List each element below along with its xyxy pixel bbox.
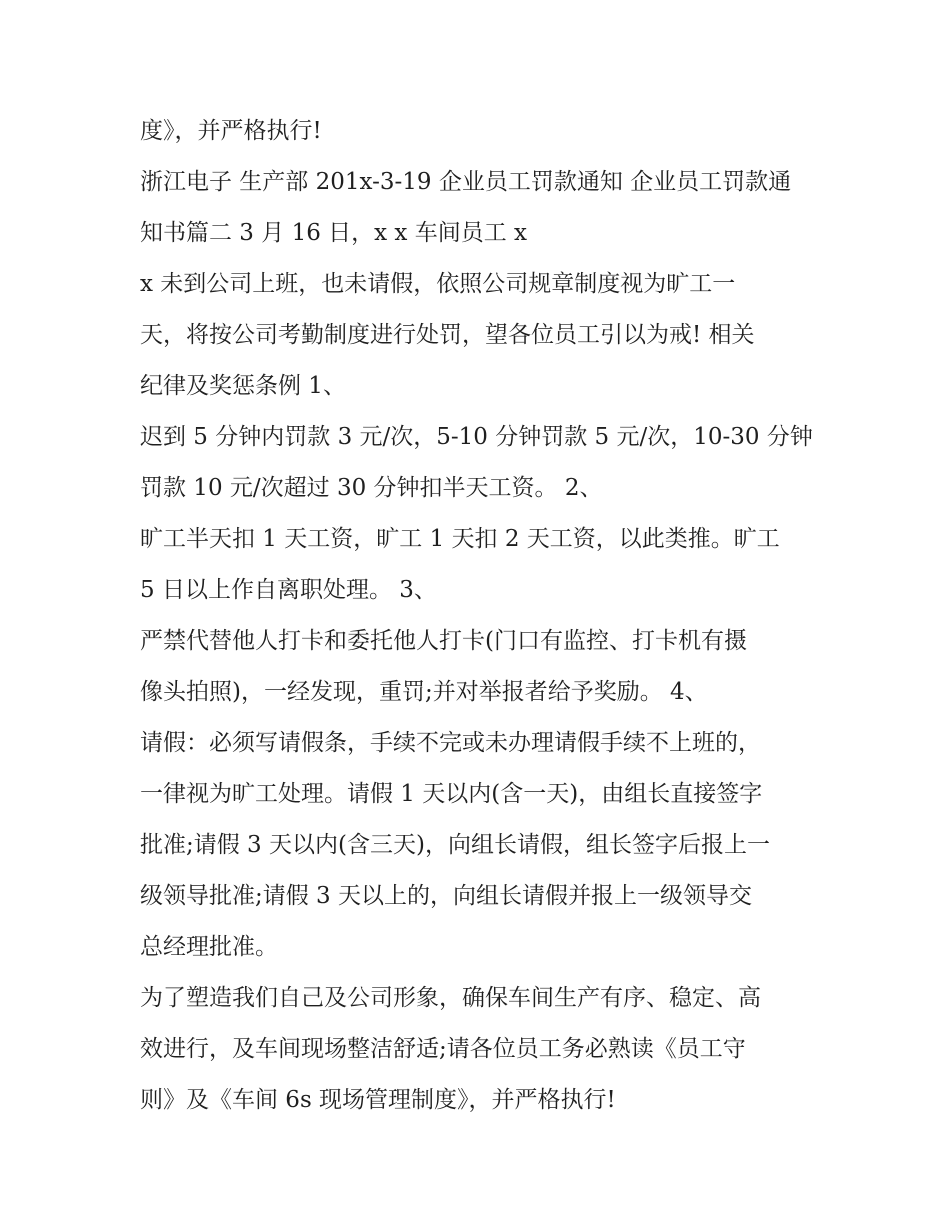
- text-line: 知书篇二 3 月 16 日，x x 车间员工 x: [140, 220, 527, 246]
- text-line: x 未到公司上班，也未请假，依照公司规章制度视为旷工一: [140, 271, 736, 297]
- text-line: 天，将按公司考勤制度进行处罚，望各位员工引以为戒! 相关: [140, 322, 755, 348]
- text-line: 迟到 5 分钟内罚款 3 元/次，5-10 分钟罚款 5 元/次，10-30 分钟: [140, 424, 813, 450]
- text-line: 严禁代替他人打卡和委托他人打卡(门口有监控、打卡机有摄: [140, 628, 747, 654]
- text-line: 旷工半天扣 1 天工资，旷工 1 天扣 2 天工资，以此类推。旷工: [140, 526, 780, 552]
- text-line: 像头拍照)，一经发现，重罚;并对举报者给予奖励。 4、: [140, 679, 708, 705]
- text-line: 罚款 10 元/次超过 30 分钟扣半天工资。 2、: [140, 475, 603, 501]
- text-line: 为了塑造我们自己及公司形象，确保车间生产有序、稳定、高: [140, 985, 761, 1011]
- text-line: 级领导批准;请假 3 天以上的，向组长请假并报上一级领导交: [140, 883, 753, 909]
- text-line: 则》及《车间 6s 现场管理制度》，并严格执行!: [140, 1087, 616, 1113]
- text-line: 效进行，及车间现场整洁舒适;请各位员工务必熟读《员工守: [140, 1036, 746, 1062]
- text-line: 总经理批准。: [140, 934, 278, 960]
- document-text: [140, 106, 830, 1126]
- text-line: 一律视为旷工处理。请假 1 天以内(含一天)，由组长直接签字: [140, 781, 763, 807]
- text-line: 请假：必须写请假条，手续不完或未办理请假手续不上班的，: [140, 730, 761, 756]
- text-line: 浙江电子 生产部 201x-3-19 企业员工罚款通知 企业员工罚款通: [140, 169, 792, 195]
- text-line: 5 日以上作自离职处理。 3、: [140, 577, 437, 603]
- text-line: 纪律及奖惩条例 1、: [140, 373, 346, 399]
- text-line: 批准;请假 3 天以内(含三天)，向组长请假，组长签字后报上一: [140, 832, 770, 858]
- text-line: 度》，并严格执行!: [140, 118, 322, 144]
